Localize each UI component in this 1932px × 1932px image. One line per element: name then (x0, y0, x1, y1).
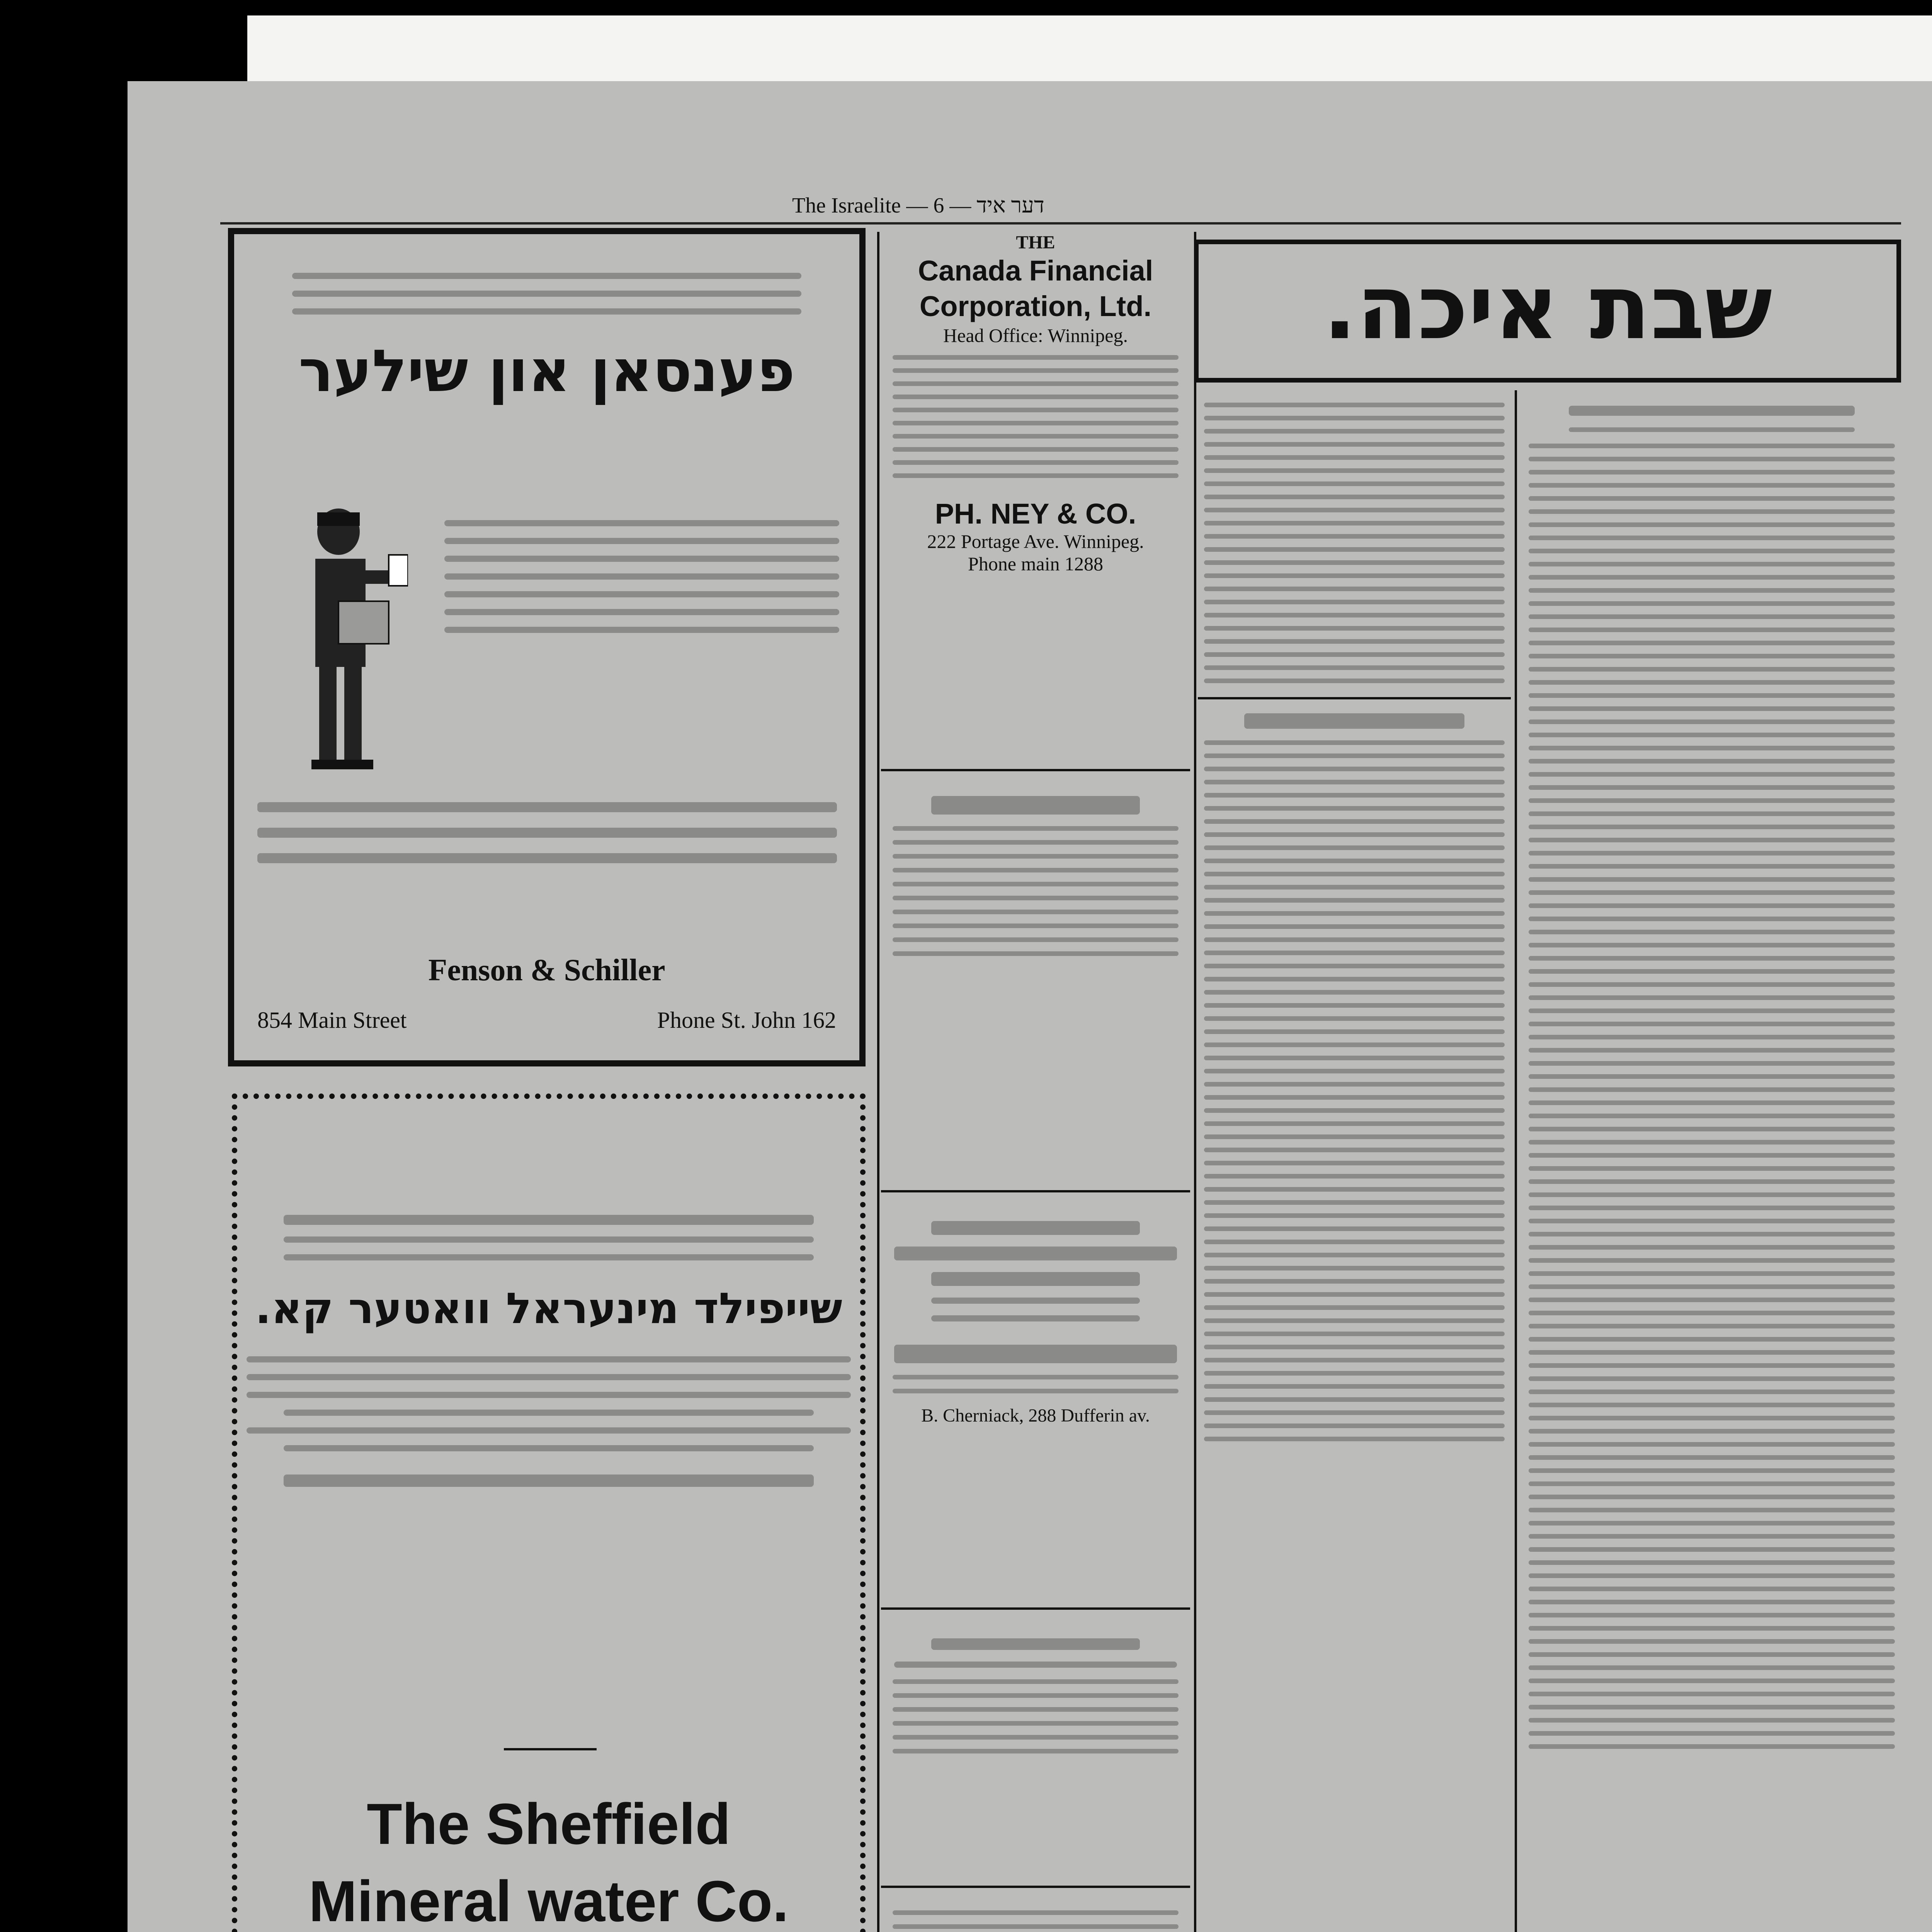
header-rule (220, 222, 1901, 224)
text-line (444, 591, 839, 597)
text-line (1204, 1410, 1505, 1415)
text-line (1204, 521, 1505, 526)
text-line (1529, 1271, 1895, 1276)
text-line (1204, 859, 1505, 863)
text-line (1204, 679, 1505, 683)
ad-company-name: Fenson & Schiller (428, 953, 665, 987)
text-line (893, 923, 1179, 928)
text-line (1529, 1481, 1895, 1486)
text-line (292, 273, 801, 279)
text-line (1529, 943, 1895, 947)
text-line (1204, 1056, 1505, 1060)
text-line (1529, 1468, 1895, 1473)
text-line (1529, 1508, 1895, 1512)
text-line (444, 627, 839, 633)
text-line (893, 1721, 1179, 1726)
text-line (1529, 457, 1895, 461)
divider (881, 1607, 1190, 1610)
divider (881, 1886, 1190, 1888)
text-line (1204, 613, 1505, 617)
text-line (1204, 442, 1505, 447)
text-line (893, 473, 1179, 478)
text-line (1204, 665, 1505, 670)
text-line (894, 1662, 1177, 1668)
text-line (1529, 1652, 1895, 1657)
divider (881, 1190, 1190, 1192)
ad-cherniack (885, 1209, 1186, 1426)
text-line (1529, 1298, 1895, 1302)
text-line (1204, 977, 1505, 981)
text-line (1204, 416, 1505, 420)
text-line (1529, 798, 1895, 803)
text-line (1204, 1148, 1505, 1152)
text-line (893, 460, 1179, 465)
text-line (1204, 1384, 1505, 1389)
text-line (1529, 1179, 1895, 1184)
text-line (1529, 903, 1895, 908)
text-line (1529, 1192, 1895, 1197)
text-line (1204, 819, 1505, 824)
text-line (931, 1272, 1140, 1286)
ad-invitation-text (250, 787, 845, 879)
text-line (1204, 872, 1505, 876)
text-line (1204, 845, 1505, 850)
text-line (1204, 1305, 1505, 1310)
text-line (1529, 1035, 1895, 1039)
text-line (1529, 1495, 1895, 1499)
text-line (1529, 1219, 1895, 1223)
text-line (1204, 1213, 1505, 1218)
text-line (1204, 806, 1505, 811)
text-line (1569, 427, 1855, 432)
text-line (893, 854, 1179, 859)
text-line (1529, 483, 1895, 488)
text-line (893, 355, 1179, 360)
text-line (1529, 1232, 1895, 1236)
ad-head-office: Head Office: Winnipeg. (943, 325, 1128, 346)
text-line (1529, 1547, 1895, 1552)
text-line (1204, 753, 1505, 758)
text-line (1529, 851, 1895, 855)
text-line (1204, 1082, 1505, 1087)
text-line (1529, 588, 1895, 593)
text-line (1529, 614, 1895, 619)
text-line (1529, 1534, 1895, 1539)
text-line (893, 882, 1179, 886)
article-title-box (1194, 240, 1901, 383)
text-line (893, 368, 1179, 373)
text-line (1204, 793, 1505, 798)
text-line (1529, 444, 1895, 448)
text-line (893, 937, 1179, 942)
text-line (1529, 811, 1895, 816)
text-line (1204, 1279, 1505, 1284)
text-line (1204, 898, 1505, 903)
ad-ph-ney-address (885, 530, 1186, 553)
text-line (1204, 652, 1505, 657)
text-line (1529, 785, 1895, 790)
text-line (1204, 403, 1505, 407)
text-line (1529, 1100, 1895, 1105)
text-line (893, 421, 1179, 425)
text-line (1529, 1429, 1895, 1434)
text-line (893, 1910, 1179, 1915)
text-line (1204, 1003, 1505, 1008)
text-line (1204, 600, 1505, 604)
text-line (1529, 1679, 1895, 1683)
text-line (893, 408, 1179, 412)
text-line (1529, 838, 1895, 842)
text-line (1529, 1087, 1895, 1092)
text-line (1529, 1665, 1895, 1670)
text-line (1529, 1573, 1895, 1578)
text-line (1529, 825, 1895, 829)
text-line (1204, 780, 1505, 784)
text-line (893, 826, 1179, 831)
text-line (1529, 1311, 1895, 1315)
ad-phone: Phone main 1288 (968, 553, 1103, 575)
ad-wood-yard (885, 1901, 1186, 1932)
text-line (1204, 1345, 1505, 1349)
text-line (1529, 733, 1895, 737)
text-line (1204, 1240, 1505, 1244)
text-line (893, 447, 1179, 452)
text-line (1204, 1016, 1505, 1021)
article-title: שבת איכה. (1323, 256, 1772, 359)
text-line (1529, 1416, 1895, 1420)
text-line (444, 556, 839, 562)
text-line (1204, 924, 1505, 929)
text-line (1204, 1437, 1505, 1441)
text-line (1529, 1442, 1895, 1447)
text-line (1204, 1029, 1505, 1034)
text-line (1529, 1389, 1895, 1394)
text-line (247, 1427, 851, 1434)
text-line (1529, 1376, 1895, 1381)
text-line (1529, 536, 1895, 540)
ad-phone: Phone St. John 162 (657, 1007, 836, 1033)
divider (881, 769, 1190, 771)
ad-books-and-notices (885, 1627, 1186, 1763)
text-line (1204, 1043, 1505, 1047)
text-line (1204, 937, 1505, 942)
text-line (1529, 562, 1895, 566)
text-line (1529, 654, 1895, 658)
text-line (1204, 1226, 1505, 1231)
ad-the: THE (1016, 232, 1055, 253)
text-line (444, 609, 839, 615)
column-rule (1194, 232, 1196, 1932)
text-line (1529, 628, 1895, 632)
text-line (1529, 1744, 1895, 1749)
text-line (1529, 1560, 1895, 1565)
text-line (1529, 995, 1895, 1000)
text-line (1204, 1318, 1505, 1323)
text-line (1529, 496, 1895, 501)
text-line (1529, 1731, 1895, 1736)
text-line (1529, 1245, 1895, 1250)
ad-city: Winnipeg. (1064, 531, 1144, 552)
text-line (1529, 667, 1895, 672)
text-line (1529, 1022, 1895, 1026)
text-line (1529, 1009, 1895, 1013)
text-line (1204, 547, 1505, 552)
text-line (444, 520, 839, 526)
column-rule (877, 232, 879, 1932)
ad-headline: פענסאן און שילער (298, 338, 795, 405)
text-line (1569, 406, 1855, 416)
text-line (1529, 680, 1895, 685)
text-line (1204, 1371, 1505, 1376)
text-line (1204, 1397, 1505, 1402)
text-line (1529, 1284, 1895, 1289)
text-line (284, 1215, 814, 1225)
text-line (1529, 575, 1895, 580)
text-line (1529, 1705, 1895, 1709)
text-line (1204, 455, 1505, 460)
text-line (1204, 767, 1505, 771)
text-line (1204, 508, 1505, 512)
running-head: The Israelite — 6 — דער איד (792, 194, 1044, 218)
text-line (1529, 719, 1895, 724)
text-line (284, 1475, 814, 1487)
text-line (893, 840, 1179, 845)
text-line (1204, 1200, 1505, 1205)
text-line (1529, 1350, 1895, 1355)
text-line (1529, 1455, 1895, 1460)
text-line (1204, 911, 1505, 916)
article-column-right (1522, 394, 1901, 1757)
text-line (284, 1254, 814, 1260)
text-line (1529, 706, 1895, 711)
ad-address: B. Cherniack, 288 Dufferin av. (921, 1405, 1150, 1426)
text-line (1204, 587, 1505, 591)
text-line (247, 1356, 851, 1362)
text-line (1204, 560, 1505, 565)
text-line (894, 1247, 1177, 1260)
ad-company-name-line2: Mineral water Co. (309, 1869, 789, 1932)
text-line (1204, 1069, 1505, 1073)
text-line (284, 1410, 814, 1416)
text-line (1529, 877, 1895, 882)
text-line (444, 538, 839, 544)
text-line (893, 896, 1179, 900)
text-line (1529, 1258, 1895, 1263)
text-line (1529, 1048, 1895, 1053)
text-line (893, 1389, 1179, 1393)
text-line (257, 802, 837, 812)
text-line (1529, 1600, 1895, 1604)
text-line (1204, 481, 1505, 486)
text-line (1529, 1587, 1895, 1591)
text-line (1529, 969, 1895, 974)
text-line (1529, 1140, 1895, 1145)
text-line (1529, 772, 1895, 777)
text-line (893, 381, 1179, 386)
text-line (292, 308, 801, 315)
ad-yiddish-name: שייפילד מינעראל וואטער קא. (255, 1284, 842, 1333)
text-line (1529, 1337, 1895, 1342)
text-line (1529, 1692, 1895, 1696)
text-line (444, 573, 839, 580)
text-line (1204, 885, 1505, 889)
text-line (893, 1707, 1179, 1712)
text-line (893, 434, 1179, 439)
text-line (893, 1679, 1179, 1684)
text-line (1529, 1626, 1895, 1631)
text-line (257, 853, 837, 863)
ad-company-name-line1: The Sheffield (367, 1791, 731, 1856)
text-line (1529, 930, 1895, 934)
ad-address: 854 Main Street (257, 1007, 407, 1033)
text-line (931, 1298, 1140, 1304)
text-line (1204, 951, 1505, 955)
text-line (1529, 522, 1895, 527)
text-line (292, 291, 801, 297)
text-line (1529, 1324, 1895, 1328)
text-line (893, 1924, 1179, 1929)
article-column-left (1198, 394, 1511, 1450)
text-line (893, 1749, 1179, 1753)
text-line (893, 1735, 1179, 1740)
text-line (893, 868, 1179, 872)
text-line (1529, 1718, 1895, 1723)
text-line (1204, 1174, 1505, 1179)
text-line (1204, 468, 1505, 473)
text-line (1529, 601, 1895, 606)
text-line (1529, 1613, 1895, 1617)
text-line (1529, 956, 1895, 961)
text-line (931, 796, 1140, 815)
text-line (1529, 509, 1895, 514)
text-line (1529, 641, 1895, 645)
ad-middle-notice (885, 788, 1186, 965)
text-line (1204, 1253, 1505, 1257)
mail-carrier-illustration (281, 505, 408, 775)
text-line (1204, 1187, 1505, 1192)
text-line (1204, 990, 1505, 995)
text-line (1204, 495, 1505, 499)
text-line (257, 828, 837, 838)
column-rule (1515, 390, 1517, 1932)
text-line (1529, 549, 1895, 553)
ad-address: 222 Portage Ave. (927, 531, 1060, 552)
text-line (931, 1638, 1140, 1650)
text-line (1204, 1266, 1505, 1270)
text-line (1529, 1114, 1895, 1118)
divider (1198, 697, 1511, 699)
text-line (1204, 1161, 1505, 1165)
text-line (1204, 1358, 1505, 1362)
text-line (1529, 1166, 1895, 1171)
text-line (247, 1374, 851, 1380)
text-line (1529, 746, 1895, 750)
text-line (931, 1315, 1140, 1321)
text-line (1204, 1095, 1505, 1100)
text-line (1204, 740, 1505, 745)
ad-canada-financial (885, 232, 1186, 575)
text-line (1529, 1639, 1895, 1644)
text-line (1204, 573, 1505, 578)
text-line (1204, 832, 1505, 837)
text-line (893, 1375, 1179, 1379)
text-line (1529, 1061, 1895, 1066)
text-line (1204, 964, 1505, 968)
text-line (1204, 1332, 1505, 1336)
text-line (1529, 1206, 1895, 1210)
text-line (1529, 1403, 1895, 1407)
text-line (1529, 1153, 1895, 1158)
ad-ph-ney-name: PH. NEY & CO. (935, 498, 1136, 530)
ad-body-text (435, 509, 849, 645)
text-line (1204, 1121, 1505, 1126)
text-line (284, 1445, 814, 1451)
text-line (1529, 890, 1895, 895)
text-line (1529, 693, 1895, 698)
text-line (931, 1221, 1140, 1235)
text-line (1204, 639, 1505, 644)
text-line (1529, 470, 1895, 474)
text-line (893, 910, 1179, 914)
text-line (894, 1345, 1177, 1363)
text-line (1204, 1108, 1505, 1113)
text-line (1529, 1363, 1895, 1368)
text-line (1204, 626, 1505, 631)
text-line (1529, 1074, 1895, 1079)
text-line (1244, 713, 1464, 729)
text-line (1529, 759, 1895, 764)
text-line (1529, 982, 1895, 987)
text-line (1204, 1423, 1505, 1428)
text-line (1529, 864, 1895, 869)
text-line (1204, 1292, 1505, 1297)
text-line (1529, 1521, 1895, 1526)
text-line (893, 951, 1179, 956)
text-line (284, 1236, 814, 1243)
divider (504, 1748, 597, 1750)
text-line (247, 1392, 851, 1398)
ad-company-name: Canada Financial Corporation, Ltd. (918, 255, 1153, 322)
text-line (1204, 534, 1505, 539)
text-line (893, 1693, 1179, 1698)
text-line (1529, 1127, 1895, 1131)
text-line (1204, 1134, 1505, 1139)
text-line (1204, 429, 1505, 434)
text-line (893, 395, 1179, 399)
text-line (1529, 917, 1895, 921)
ad-sheffield-mineral-water (232, 1094, 866, 1932)
ad-fenson-schiller (228, 228, 866, 1066)
